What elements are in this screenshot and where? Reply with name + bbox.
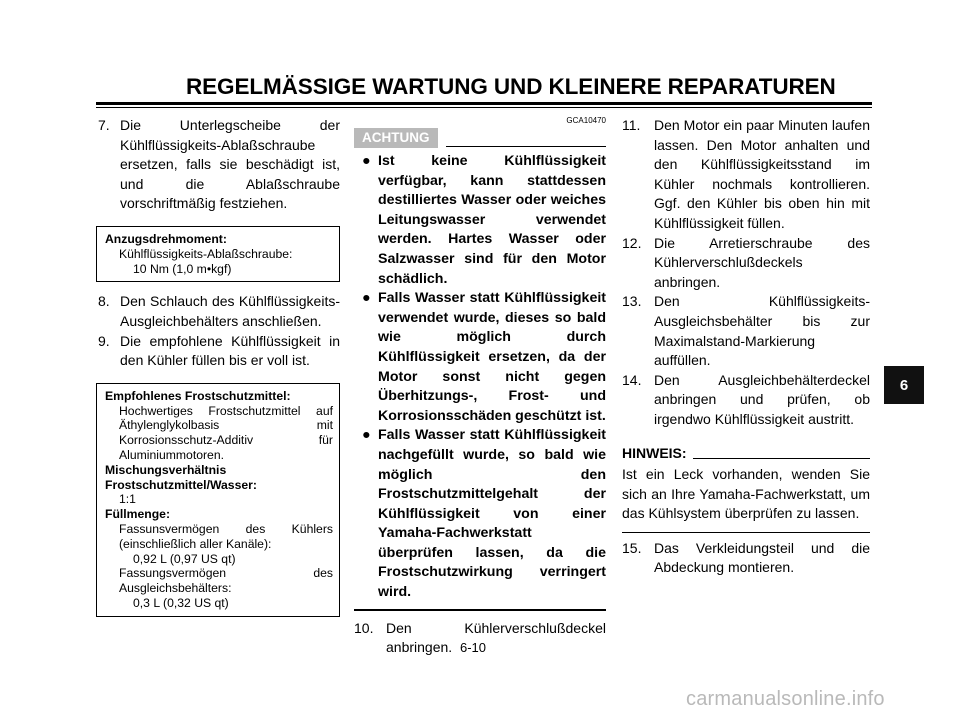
caution-text: Falls Wasser statt Kühlflüssigkeit verwendet wurde, dieses so bald wie möglich durch Kühlflüssigkeit ersetzen, da der Motor sonst nicht gegen Überhitzungs-, Frost- und Korrosionsschäden geschützt ist. (378, 290, 606, 424)
caution-badge: ACHTUNG (354, 128, 438, 148)
caution-rule (446, 146, 606, 147)
step-text: Den Kühlerverschlußdeckel anbringen. (386, 619, 606, 656)
step-number: 7. (98, 117, 110, 133)
step-number: 11. (622, 117, 641, 133)
step-11 (622, 116, 870, 234)
step-text: Den Kühlflüssigkeits-Ausgleichsbehälter bis zur Maximalstand-Markierung auffüllen. (654, 293, 870, 369)
step-text: Den Motor ein paar Minuten laufen lassen. Den Motor anhalten und den Kühlflüssigkeitsstand im Kühler nochmals kontrollieren. Ggf. den Kühler bis oben hin mit Kühlflüssigkeit füllen. (654, 117, 870, 231)
watermark: carmanualsonline.info (686, 688, 885, 710)
bullet-icon: ● (362, 153, 371, 169)
torque-spec-box (96, 226, 340, 282)
step-text: Die Arretierschraube des Kühlerverschlußdeckels anbringen. (654, 234, 870, 290)
step-text: Die empfohlene Kühlflüssigkeit in den Kühler füllen bis er voll ist. (120, 332, 340, 369)
step-number: 14. (622, 371, 642, 388)
chapter-tab: 6 (884, 366, 924, 404)
radiator-capacity-label: Fassunsvermögen des Kühlers (einschließlich aller Kanäle): (119, 521, 333, 551)
note-rule (693, 458, 870, 459)
note-end-rule (622, 532, 870, 533)
step-number: 10. (354, 619, 374, 636)
caution-text: Falls Wasser statt Kühlflüssigkeit nachgefüllt wurde, so bald wie möglich den Frostschutzmittelgehalt der Kühlflüssigkeit von einer Yamaha-Fachwerkstatt überprüfen lassen, da die Frostschutzwirkung verringert wird. (378, 427, 606, 601)
bullet-icon: ● (362, 290, 371, 307)
caution-item (354, 426, 606, 602)
step-8 (96, 292, 340, 331)
header-rule-thin (96, 107, 872, 108)
reservoir-capacity-value: 0,3 L (0,32 US qt) (133, 595, 229, 610)
caution-item (354, 289, 606, 426)
caution-code: GCA10470 (566, 116, 606, 125)
capacity-title: Füllmenge: (105, 507, 171, 522)
step-text: Den Ausgleichbehälterdeckel anbringen und prüfen, ob irgendwo Kühlflüssigkeit austritt. (654, 371, 870, 427)
note-label: HINWEIS: (622, 444, 687, 461)
step-number: 13. (622, 293, 642, 310)
step-9 (96, 332, 340, 371)
bullet-icon: ● (362, 427, 371, 444)
step-13 (622, 292, 870, 370)
torque-item: Kühlflüssigkeits-Ablaßschraube: (119, 246, 293, 261)
reservoir-capacity-label: Fassungsvermögen des Ausgleichsbehälters: (119, 566, 333, 596)
column-right (622, 116, 870, 578)
radiator-capacity-value: 0,92 L (0,97 US qt) (133, 551, 236, 566)
ratio-value: 1:1 (119, 492, 136, 507)
step-12 (622, 234, 870, 293)
antifreeze-title: Empfohlenes Frostschutzmittel: (105, 388, 291, 403)
caution-text: Ist keine Kühlflüssigkeit verfügbar, kann stattdessen destilliertes Wasser oder weiches Leitungswasser verwendet werden. Hartes Wasser oder Salzwasser sind für den Motor schädlich. (378, 153, 606, 287)
step-number: 12. (622, 234, 642, 251)
step-text: Die Unterlegscheibe der Kühlflüssigkeits-Ablaßschraube ersetzen, falls sie beschädigt ist, und die Ablaßschraube vorschriftmäßig festziehen. (120, 117, 340, 212)
note-header (622, 444, 870, 464)
step-number: 8. (98, 293, 110, 310)
torque-title: Anzugsdrehmoment: (105, 231, 227, 246)
caution-header (354, 116, 606, 148)
step-15 (622, 539, 870, 578)
antifreeze-text: Hochwertiges Frostschutzmittel auf Äthylenglykolbasis mit Korrosionsschutz-Additiv für Aluminiummotoren. (119, 403, 333, 462)
step-text: Den Schlauch des Kühlflüssigkeits-Ausgleichbehälters anschließen. (120, 293, 340, 329)
step-number: 9. (98, 332, 110, 349)
page-number: 6-10 (460, 640, 487, 655)
caution-item (354, 152, 606, 289)
column-middle (354, 116, 606, 658)
note-text: Ist ein Leck vorhanden, wenden Sie sich an Ihre Yamaha-Fachwerkstatt, um das Kühlsystem überprüfen zu lassen. (622, 466, 870, 522)
coolant-spec-box (96, 383, 340, 617)
caution-end-rule (354, 609, 606, 611)
step-7 (96, 116, 340, 214)
step-text: Das Verkleidungsteil und die Abdeckung montieren. (654, 539, 870, 576)
torque-value: 10 Nm (1,0 m•kgf) (133, 261, 232, 276)
ratio-title: Mischungsverhältnis Frostschutzmittel/Wasser: (105, 462, 257, 492)
header-rule (96, 102, 872, 105)
page-title: REGELMÄSSIGE WARTUNG UND KLEINERE REPARATUREN (186, 74, 836, 99)
caution-list (354, 152, 606, 603)
step-number: 15. (622, 539, 642, 556)
column-left (96, 116, 340, 627)
step-14 (622, 371, 870, 430)
